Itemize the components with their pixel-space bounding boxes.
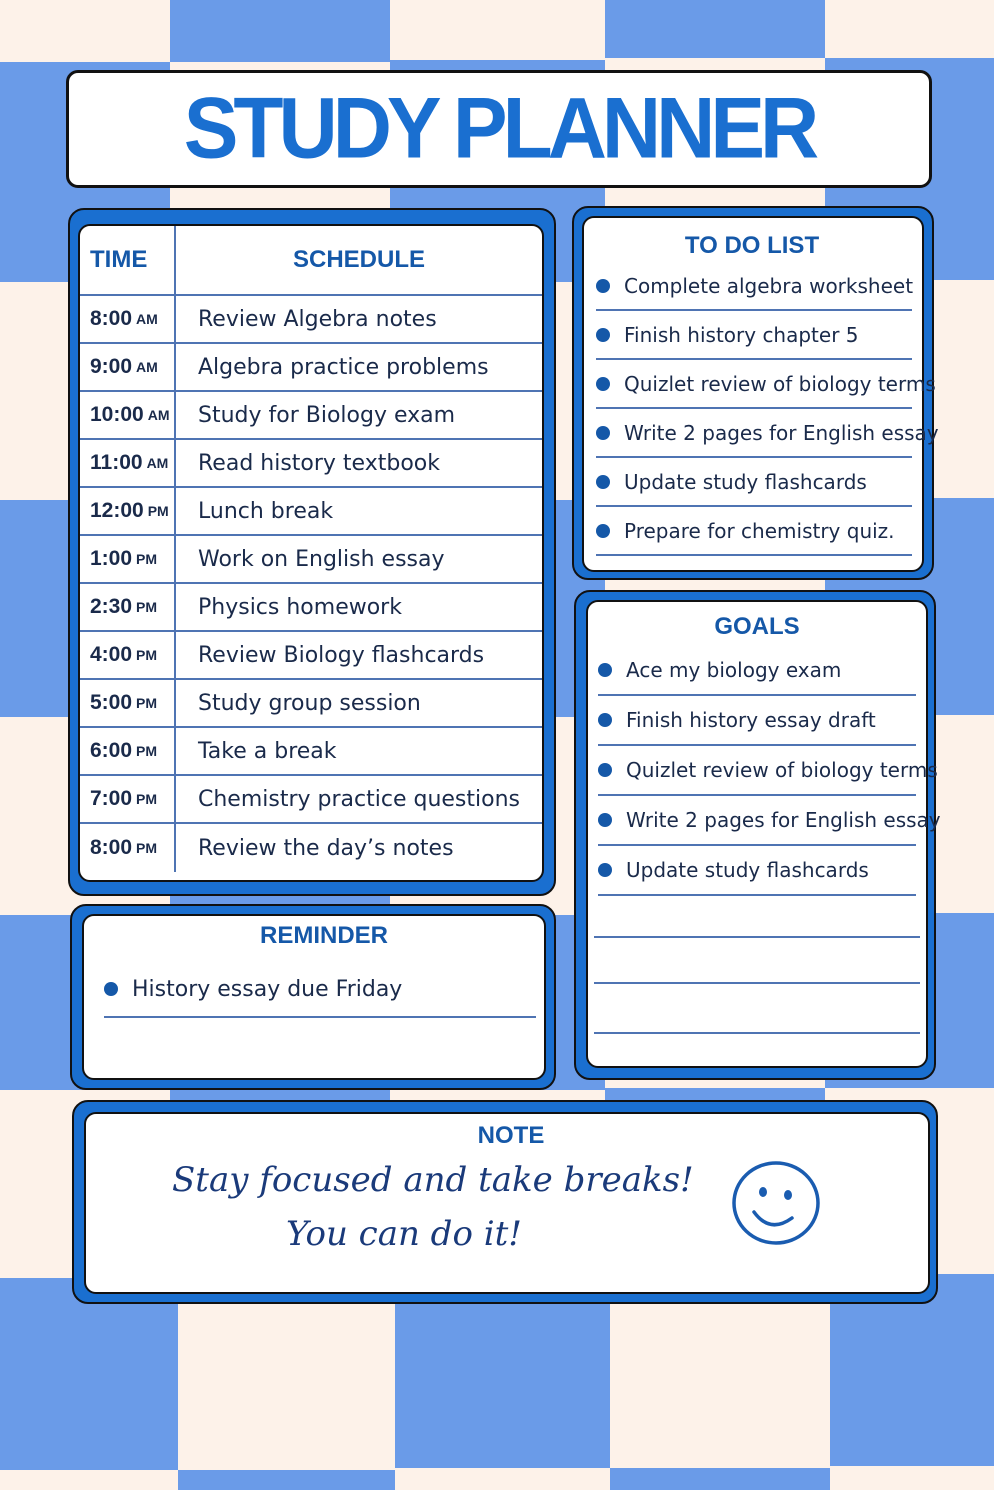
time-value: 5:00 [90, 691, 133, 714]
schedule-task: Work on English essay [198, 546, 445, 572]
goals-heading: GOALS [714, 613, 800, 640]
bullet-icon [596, 475, 610, 489]
todo-item[interactable]: Quizlet review of biology terms [596, 360, 912, 409]
time-ampm: PM [136, 695, 158, 711]
todo-list [596, 262, 939, 556]
time-value: 12:00 [90, 499, 144, 522]
schedule-time [80, 632, 176, 678]
schedule-task: Review Algebra notes [198, 306, 437, 332]
time-value: 2:30 [90, 595, 133, 618]
schedule-column-header: SCHEDULE [292, 246, 425, 273]
schedule-task: Chemistry practice questions [198, 786, 520, 812]
reminder-heading: REMINDER [259, 922, 388, 949]
smiley-face-icon [730, 1160, 822, 1246]
schedule-time [80, 728, 176, 774]
schedule-time [80, 488, 176, 534]
time-value: 6:00 [90, 739, 133, 762]
goal-item[interactable]: Ace my biology exam [598, 646, 916, 696]
schedule-row[interactable] [80, 296, 542, 344]
schedule-time [80, 440, 176, 486]
bullet-icon [596, 524, 610, 538]
schedule-task: Physics homework [198, 594, 402, 620]
note-line-2: You can do it! [286, 1214, 522, 1254]
schedule-task: Study for Biology exam [198, 402, 456, 428]
schedule-row[interactable] [80, 776, 542, 824]
schedule-table [80, 226, 542, 872]
time-value: 7:00 [90, 787, 133, 810]
page-title: STUDY PLANNER [183, 80, 815, 177]
bullet-icon [104, 982, 118, 996]
schedule-time [80, 584, 176, 630]
note-line-1: Stay focused and take breaks! [172, 1160, 694, 1200]
reminder-item[interactable]: History essay due Friday [104, 962, 536, 1018]
time-ampm: AM [147, 407, 170, 423]
schedule-time [80, 776, 176, 822]
schedule-task: Review the day’s notes [198, 835, 454, 861]
time-ampm: PM [136, 840, 158, 856]
schedule-row[interactable] [80, 536, 542, 584]
bullet-icon [598, 663, 612, 677]
time-value: 1:00 [90, 547, 133, 570]
schedule-row[interactable] [80, 728, 542, 776]
goals-list [598, 646, 941, 896]
schedule-row[interactable] [80, 488, 542, 536]
schedule-row[interactable] [80, 344, 542, 392]
schedule-task: Study group session [198, 690, 421, 716]
time-column-header: TIME [80, 226, 176, 294]
time-value: 9:00 [90, 355, 133, 378]
bullet-icon [596, 328, 610, 342]
schedule-time [80, 344, 176, 390]
schedule-row[interactable] [80, 584, 542, 632]
time-value: 11:00 [90, 451, 143, 474]
blank-line [594, 1032, 920, 1034]
schedule-task: Lunch break [198, 498, 334, 524]
time-ampm: AM [136, 359, 158, 375]
schedule-row[interactable] [80, 680, 542, 728]
time-ampm: PM [136, 743, 158, 759]
time-ampm: PM [136, 551, 158, 567]
reminder-list [104, 962, 536, 1018]
schedule-time [80, 680, 176, 726]
bullet-icon [598, 813, 612, 827]
schedule-time [80, 296, 176, 342]
schedule-row[interactable] [80, 632, 542, 680]
blank-line [594, 982, 920, 984]
time-value: 10:00 [90, 403, 144, 426]
time-ampm: AM [146, 455, 169, 471]
bullet-icon [596, 377, 610, 391]
schedule-task: Review Biology flashcards [198, 642, 485, 668]
schedule-row[interactable] [80, 824, 542, 872]
time-ampm: PM [136, 599, 158, 615]
goal-item[interactable]: Finish history essay draft [598, 696, 916, 746]
bullet-icon [596, 426, 610, 440]
todo-item[interactable]: Finish history chapter 5 [596, 311, 912, 360]
schedule-task: Take a break [198, 738, 337, 764]
todo-item[interactable]: Prepare for chemistry quiz. [596, 507, 912, 556]
time-value: 8:00 [90, 307, 133, 330]
schedule-time [80, 392, 176, 438]
schedule-row[interactable] [80, 440, 542, 488]
todo-item[interactable]: Write 2 pages for English essay [596, 409, 912, 458]
schedule-task: Read history textbook [198, 450, 440, 476]
schedule-time [80, 824, 176, 872]
goal-item[interactable]: Write 2 pages for English essay [598, 796, 916, 846]
time-ampm: PM [136, 791, 158, 807]
time-ampm: AM [136, 311, 158, 327]
time-value: 4:00 [90, 643, 133, 666]
note-heading: NOTE [477, 1122, 545, 1149]
bullet-icon [598, 713, 612, 727]
schedule-row[interactable] [80, 392, 542, 440]
time-ampm: PM [136, 647, 158, 663]
bullet-icon [598, 863, 612, 877]
bullet-icon [596, 279, 610, 293]
schedule-header-row [80, 226, 542, 296]
time-ampm: PM [147, 503, 169, 519]
blank-line [594, 936, 920, 938]
todo-heading: TO DO LIST [684, 232, 820, 259]
bullet-icon [598, 763, 612, 777]
time-value: 8:00 [90, 836, 133, 859]
todo-item[interactable]: Complete algebra worksheet [596, 262, 912, 311]
todo-item[interactable]: Update study flashcards [596, 458, 912, 507]
goal-item[interactable]: Update study flashcards [598, 846, 916, 896]
schedule-time [80, 536, 176, 582]
title-banner [66, 70, 932, 188]
schedule-task: Algebra practice problems [198, 354, 489, 380]
goal-item[interactable]: Quizlet review of biology terms [598, 746, 916, 796]
